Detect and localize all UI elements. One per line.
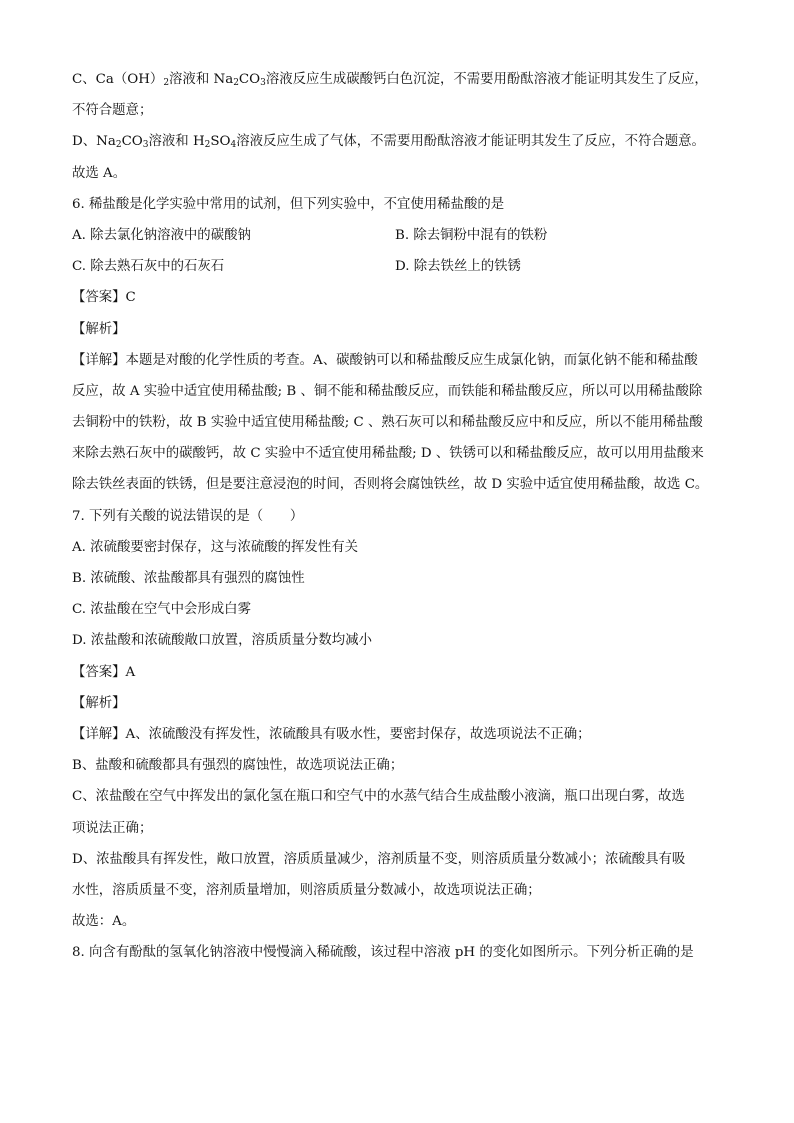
question-6-stem: 6. 稀盐酸是化学实验中常用的试剂，但下列实验中，不宜使用稀盐酸的是 — [72, 196, 505, 212]
answer-label: 【答案】A — [72, 664, 136, 680]
question-6-options-row — [72, 251, 736, 282]
text-line: 故选 A。 — [72, 165, 127, 181]
detail-text: 水性，溶质质量不变，溶剂质量增加，则溶质质量分数减小，故选项说法正确； — [72, 882, 541, 898]
detail-text: 【详解】本题是对酸的化学性质的考查。A、碳酸钠可以和稀盐酸反应生成氯化钠，而氯化钠不能和稀盐酸 — [72, 352, 698, 368]
detail-text: D、浓盐酸具有挥发性，敞口放置，溶质质量减少，溶剂质量不变，则溶质质量分数减小；浓硫酸具有吸 — [72, 851, 686, 867]
option-a: A. 除去氯化钠溶液中的碳酸钠 — [72, 227, 251, 243]
detail-text: C、浓盐酸在空气中挥发出的氯化氢在瓶口和空气中的水蒸气结合生成盐酸小液滴，瓶口出现白雾，故选 — [72, 789, 685, 805]
question-8-stem: 8. 向含有酚酞的氢氧化钠溶液中慢慢滴入稀硫酸，该过程中溶液 pH 的变化如图所示。下列分析正确的是 — [72, 945, 694, 961]
option-d: D. 除去铁丝上的铁锈 — [395, 259, 521, 275]
question-6-options-row — [72, 220, 736, 251]
option-b: B. 浓硫酸、浓盐酸都具有强烈的腐蚀性 — [72, 571, 305, 586]
detail-text: 去铜粉中的铁粉，故 B 实验中适宜使用稀盐酸; C 、熟石灰可以和稀盐酸反应中和反应，所以不能用稀盐酸 — [72, 415, 703, 431]
detail-text: 项说法正确； — [72, 820, 153, 836]
detail-text: 故选：A。 — [72, 914, 136, 930]
option-d: D. 浓盐酸和浓硫酸敞口放置，溶质质量分数均减小 — [72, 633, 372, 649]
detail-text: 反应，故 A 实验中适宜使用稀盐酸; B 、铜不能和稀盐酸反应，而铁能和稀盐酸反应，所以可以用稀盐酸除 — [72, 383, 703, 399]
answer-label: 【答案】C — [72, 290, 136, 306]
analysis-label: 【解析】 — [72, 321, 126, 337]
option-b: B. 除去铜粉中混有的铁粉 — [395, 227, 548, 243]
option-a: A. 浓硫酸要密封保存，这与浓硫酸的挥发性有关 — [72, 539, 358, 555]
detail-text: 来除去熟石灰中的碳酸钙，故 C 实验中不适宜使用稀盐酸; D 、铁锈可以和稀盐酸反应，故可以用用盐酸来 — [72, 446, 704, 462]
document-page — [72, 64, 736, 968]
question-7-stem: 7. 下列有关酸的说法错误的是（ ） — [72, 508, 304, 524]
text-line: 不符合题意； — [72, 103, 153, 119]
text-line: D、$Na_2CO_3$溶液和 $H_2SO_4$溶液反应生成了气体，不需要用酚酞溶液才能证明其发生了反应，不符合题意。 — [72, 134, 705, 151]
detail-text: B、盐酸和硫酸都具有强烈的腐蚀性，故选项说法正确； — [72, 758, 404, 774]
option-c: C. 除去熟石灰中的石灰石 — [72, 259, 225, 275]
option-c: C. 浓盐酸在空气中会形成白雾 — [72, 602, 251, 618]
text-line: C、$Ca(OH)_2$溶液和 $Na_2CO_3$溶液反应生成碳酸钙白色沉淀，不需要用酚酞溶液才能证明其发生了反应， — [72, 72, 708, 88]
analysis-label: 【解析】 — [72, 695, 126, 711]
detail-text: 除去铁丝表面的铁锈，但是要注意浸泡的时间，否则将会腐蚀铁丝，故 D 实验中适宜使用稀盐酸，故选 C。 — [72, 477, 709, 493]
detail-text: 【详解】A、浓硫酸没有挥发性，浓硫酸具有吸水性，要密封保存，故选项说法不正确； — [72, 726, 591, 742]
